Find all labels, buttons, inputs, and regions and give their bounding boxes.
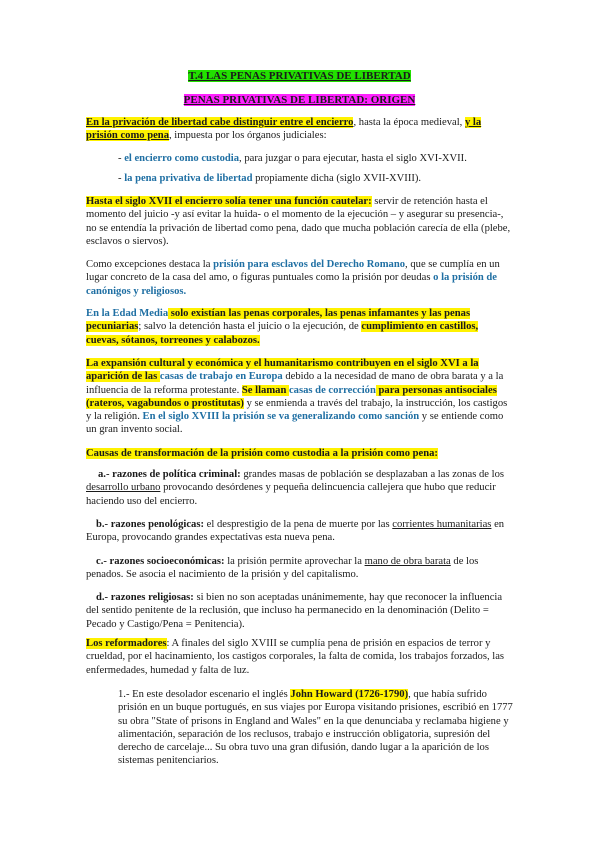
paragraph-expansion: La expansión cultural y económica y el humanitarismo contribuyen en el siglo XVI a la aparición de las casas de trabajo en Europa debido a la necesidad de mano de obra barata y a la influencia de la reforma protestante. Se llaman casas de corrección para personas antisociales (rateros, vagabundos o prostitutas) y se enmienda a través del trabajo, la instrucción, los castigos y la religión. En el siglo XVIII la prisión se va generalizando como sanción y se entiende como un gran invento social. bbox=[86, 358, 508, 436]
document-title: T.4 LAS PENAS PRIVATIVAS DE LIBERTAD bbox=[188, 70, 411, 82]
paragraph-xvii: Hasta el siglo XVII el encierro solía tener una función cautelar: servir de retención hasta el momento del juicio -y así evitar la huida- o el momento de la ejecución – y asegurar su presencia-, no se entendía la privación de libertad como pena, dado que mucha población carecía de ella (plebe, esclavos o siervos). bbox=[86, 196, 511, 247]
paragraph-causas-heading: Causas de transformación de la prisión como custodia a la prisión como pena: bbox=[86, 448, 438, 459]
section-heading: PENAS PRIVATIVAS DE LIBERTAD: ORIGEN bbox=[183, 94, 416, 106]
list-item: - la pena privativa de libertad propiamente dicha (siglo XVII-XVIII). bbox=[118, 173, 422, 184]
cause-item: c.- razones socioeconómicas: la prisión permite aprovechar la mano de obra barata de los penados. Se asocia el nacimiento de la prisión y del capitalismo. bbox=[86, 556, 479, 581]
paragraph-exceptions: Como excepciones destaca la prisión para esclavos del Derecho Romano, que se cumplía en un lugar concreto de la casa del amo, o figuras puntuales como la prisión por deudas o la prisión de canónigos y religiosos. bbox=[86, 259, 500, 297]
list-item: - el encierro como custodia, para juzgar o para ejecutar, hasta el siglo XVI-XVII. bbox=[118, 153, 467, 164]
cause-item: b.- razones penológicas: el desprestigio de la pena de muerte por las corrientes humanitarias en Europa, provocando grandes expectativas esta nueva pena. bbox=[86, 519, 505, 544]
cause-item: d.- razones religiosas: si bien no son aceptadas unánimemente, hay que reconocer la influencia del sentido penitente de la reclusión, que incluso ha permanecido en la denominación (Delito = Pecado y Castigo/Pena = Penitencia). bbox=[86, 592, 503, 630]
paragraph-reformadores: Los reformadores: A finales del siglo XVIII se cumplía pena de prisión en espacios de terror y crueldad, por el hacinamiento, los castigos corporales, la falta de comida, los trabajos forzados, las enfermedades, humedad y falta de luz. bbox=[86, 638, 505, 676]
cause-item: a.- razones de política criminal: grandes masas de población se desplazaban a las zonas de los desarrollo urbano provocando desórdenes y pequeña delincuencia callejera que hubo que reducir haciendo uso del encierro. bbox=[86, 469, 504, 507]
paragraph-edad-media: En la Edad Media solo existían las penas corporales, las penas infamantes y las penas pecuniarias; salvo la detención hasta el juicio o la ejecución, de cumplimiento en castillos, cuevas, sótanos, torreones y calabozos. bbox=[86, 308, 479, 346]
paragraph-howard: 1.- En este desolador escenario el inglés John Howard (1726-1790), que había sufrido prisión en un buque portugués, en sus viajes por Europa visitando prisiones, escribió en 1777 su obra "State of prisons in England and Wales" en la que denunciaba y reclamaba higiene y alimentación, separación de los reclusos, trabajo e instrucción obligatoria, supresión del derecho de carcelaje... Su obra tuvo una gran difusión, dando lugar a la aparición de los sistemas penitenciarios. bbox=[118, 689, 513, 767]
paragraph-intro: En la privación de libertad cabe distinguir entre el encierro, hasta la época medieval, y la prisión como pena, impuesta por los órganos judiciales: bbox=[86, 117, 482, 142]
